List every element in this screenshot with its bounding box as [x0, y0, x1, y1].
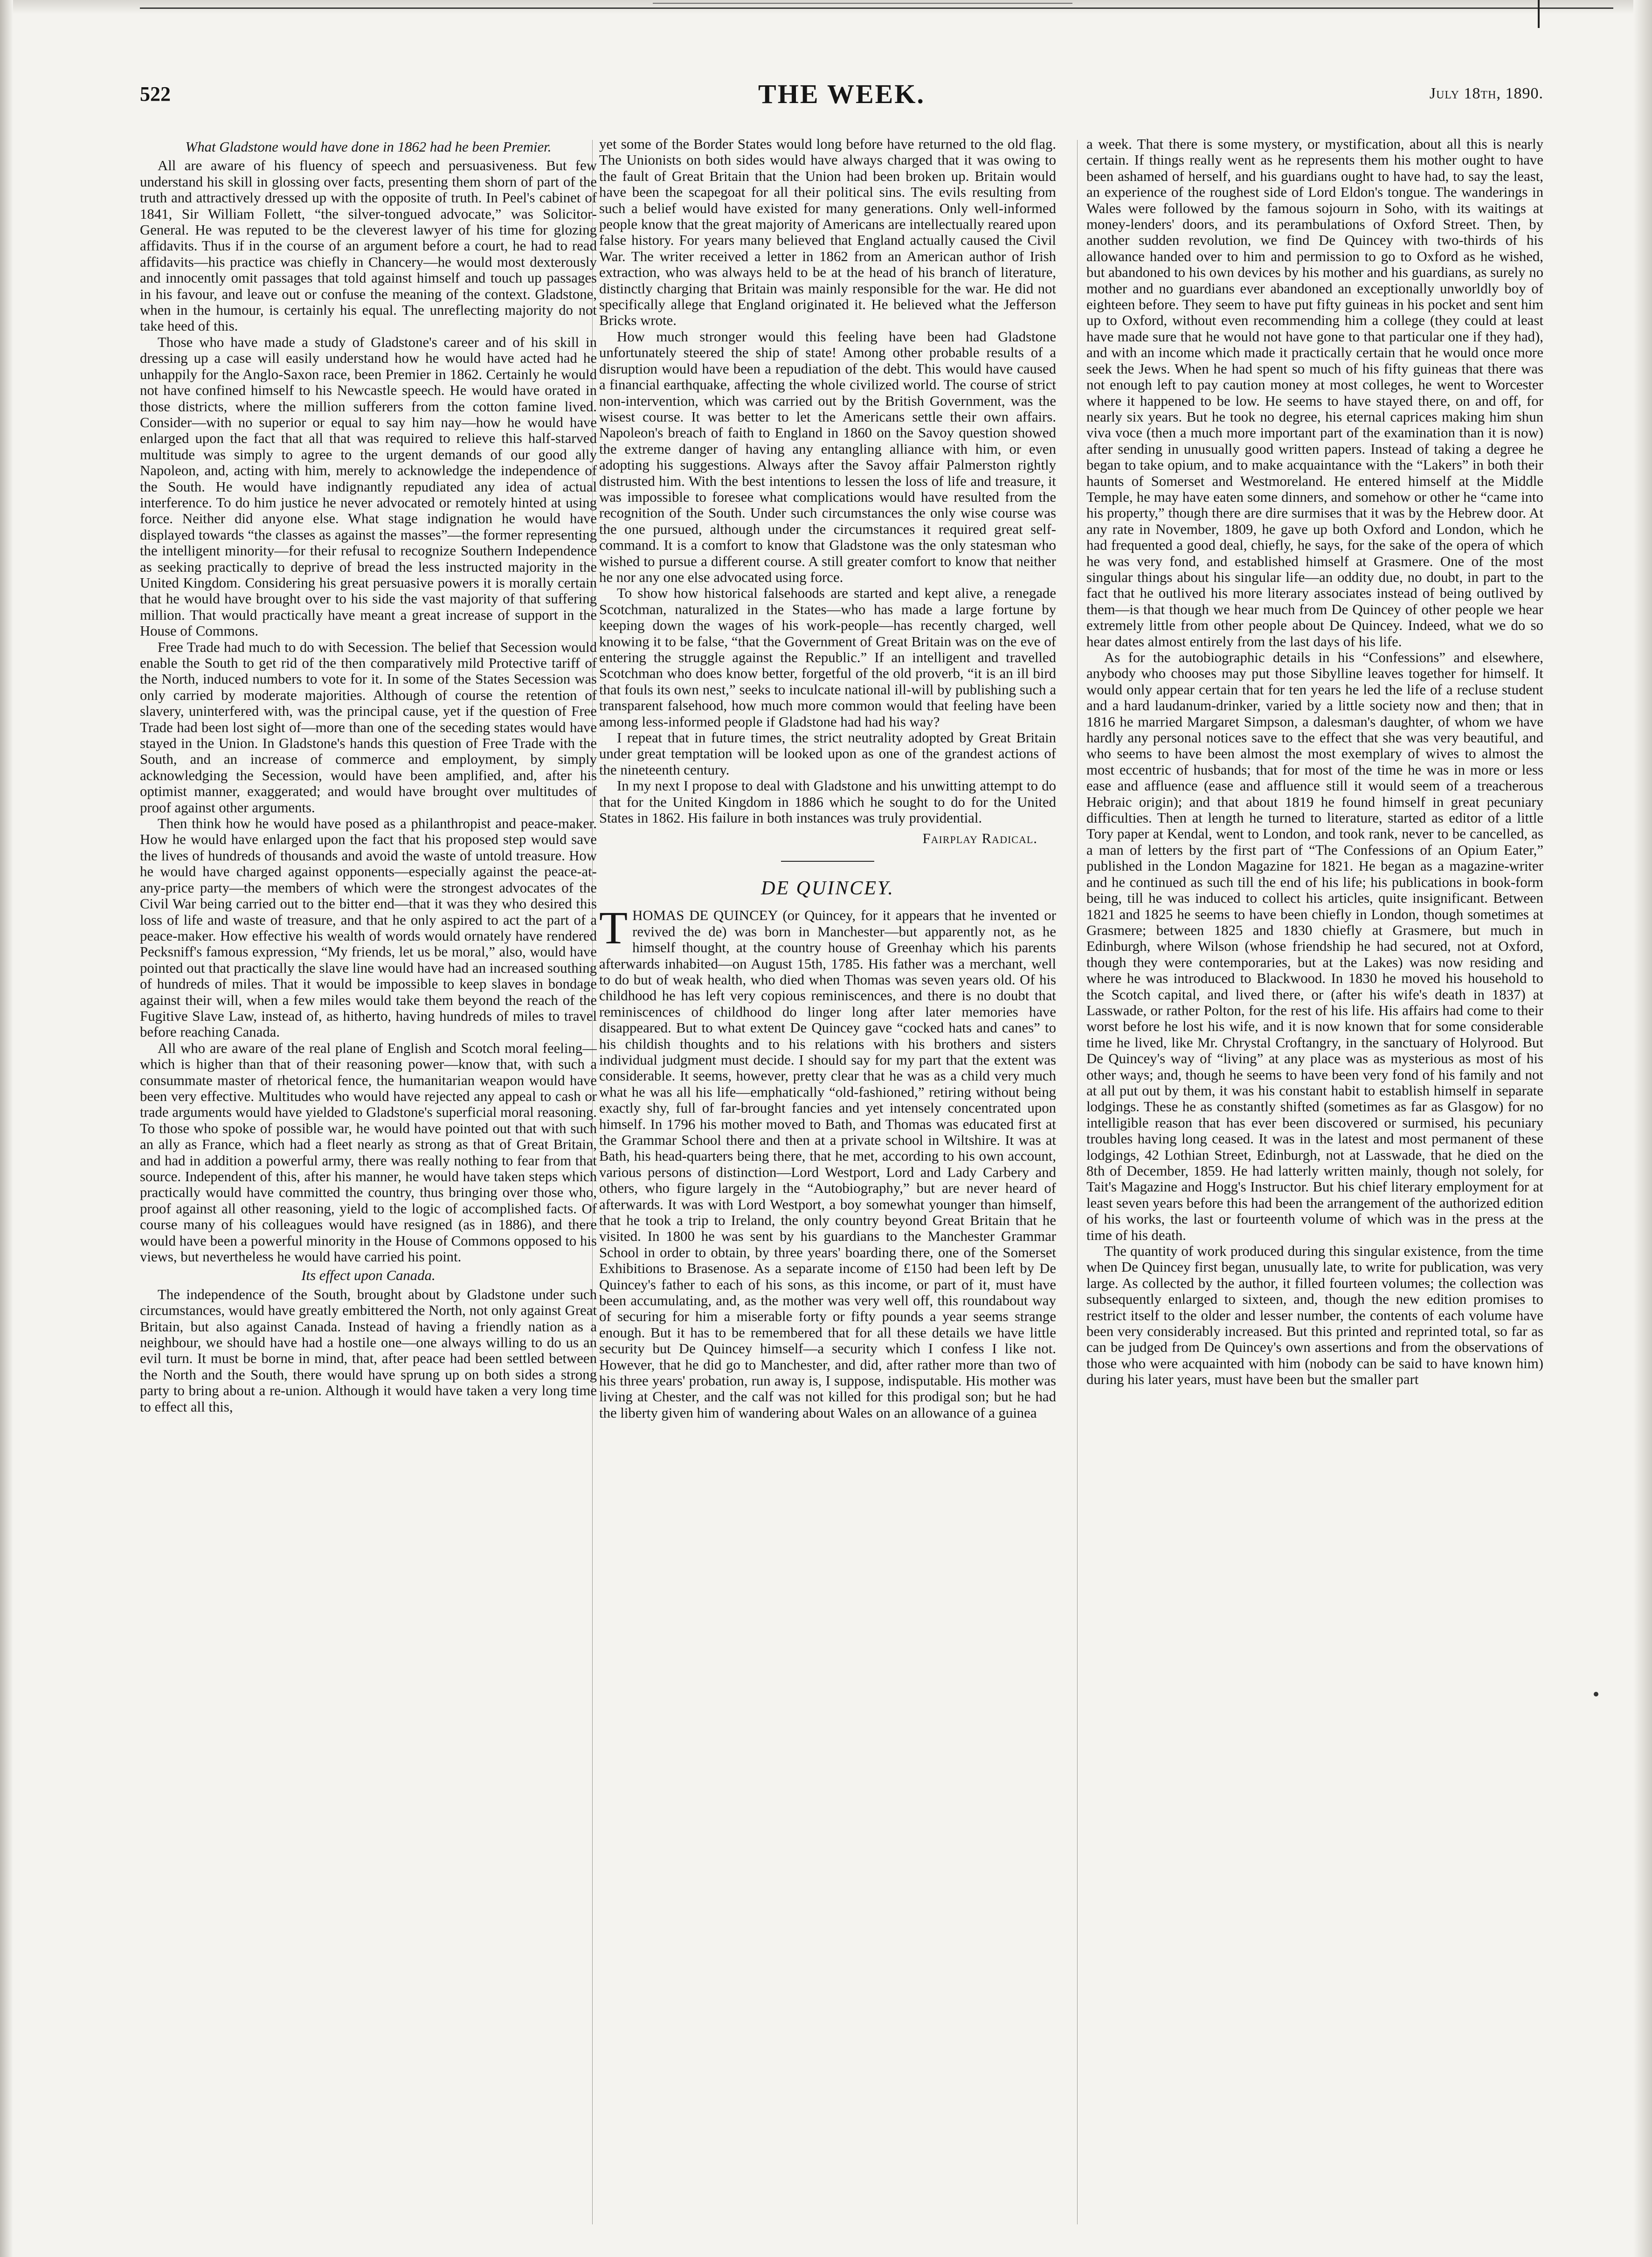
article-separator [781, 861, 874, 862]
column-divider [1077, 140, 1078, 2224]
journal-title: THE WEEK. [758, 79, 925, 109]
body-paragraph [599, 902, 1056, 1421]
body-paragraph: In my next I propose to deal with Gladstone and his unwitting attempt to do that for the United Kingdom in 1886 which he sought to do for the United States in 1862. His failure in both instances was truly providential. [599, 778, 1056, 826]
section-subhead: Its effect upon Canada. [301, 1267, 435, 1284]
binding-rule [140, 7, 1613, 9]
body-paragraph: a week. That there is some mystery, or mystification, about all this is nearly certain. If things really went as he represents them his mother ought to have been ashamed of herself, and his guardians ought to have had, to say the least, an experience of the roughest side of Lord Eldon's tongue. The wanderings in Wales were followed by the famous sojourn in Soho, with its waitings at money-lenders' doors, and its perambulations of Oxford Street. Then, by another sudden revolution, we find De Quincey with two-thirds of his allowance handed over to him and permission to go to Oxford as he wished, but abandoned to his own devices by his mother and his guardians, as surely no mother and no guardians ever abandoned an exceptionally unworldly boy of eighteen before. They seem to have put fifty guineas in his pocket and sent him up to Oxford, without even recommending him a college (they could at least have made sure that he would not have gone to that particular one if they had), and with an income which made it practically certain that he would once more seek the Jews. When he had spent so much of his fifty guineas that there was not enough left to pay caution money at most colleges, he went to Worcester where it happened to be low. He seems to have stayed there, on and off, for nearly six years. But he took no degree, his eternal caprices making him shun viva voce (then a much more important part of the examination than it is now) after sending in unusually good written papers. Instead of taking a degree he began to take opium, and to make acquaintance with the “Lakers” in both their haunts of Somerset and Westmoreland. He entered himself at the Middle Temple, he may have eaten some dinners, and somehow or other he “came into his property,” though there are dire surmises that it was by the Hebrew door. At any rate in November, 1809, he gave up both Oxford and London, which he had frequented a good deal, chiefly, he says, for the sake of the opera of which he was very fond, and established himself at Grasmere. One of the most singular things about his singular life—an oddity due, no doubt, in part to the fact that he outlived his more literary associates instead of being outlived by them—is that though we hear much from De Quincey of other people we hear extremely little from other people about De Quincey. Indeed, what we do so hear dates almost entirely from the last days of his life. [1086, 136, 1543, 650]
article-opening-text: HOMAS DE QUINCEY (or Quincey, for it appears that he invented or revived the de) was born in Manchester—but apparently not, as he himself thought, at the country house of Greenhay which his parents afterwards inhabited—on August 15th, 1785. His father was a merchant, well to do but of weak health, who died when Thomas was seven years old. Of his childhood he has left very copious reminiscences, and there is no doubt that reminiscences of childhood do linger long after later memories have disappeared. But to what extent De Quincey gave “cocked hats and canes” to his childish thoughts and to his relations with his brothers and sisters individual judgment must decide. I should say for my part that the extent was considerable. It seems, however, pretty clear that he was as a child very much what he was all his life—emphatically “old-fashioned,” retiring without being exactly shy, full of far-brought fancies and yet intensely concentrated upon himself. In 1796 his mother moved to Bath, and Thomas was educated first at the Grammar School there and then at a private school in Wiltshire. It was at Bath, his head-quarters being there, that he met, according to his own account, various persons of distinction—Lord Westport, Lord and Lady Carbery and others, who figure largely in the “Autobiography,” but are never heard of afterwards. It was with Lord Westport, a boy somewhat younger than himself, that he took a trip to Ireland, the only country beyond Great Britain that he visited. In 1800 he was sent by his guardians to the Manchester Grammar School in order to obtain, by three years' boarding there, one of the Somerset Exhibitions to Brasenose. As a separate income of £150 had been left by De Quincey's father to each of his sons, as this income, or part of it, must have been accumulating, and, as the mother was very well off, this roundabout way of securing for him a miserable forty or fifty pounds a year seems strange enough. But it has to be remembered that for all these details we have little security but De Quincey himself—a security which I confess I like not. However, that he did go to Manchester, and did, after rather more than two of his three years' probation, run away is, I suppose, indisputable. His mother was living at Chester, and the calf was not killed for this prodigal son; but he had the liberty given him of wandering about Wales on an allowance of a guinea [599, 907, 1056, 1421]
column-right [1086, 136, 1543, 2225]
scan-edge-right [1633, 0, 1652, 2257]
body-paragraph: Those who have made a study of Gladstone's career and of his skill in dressing up a case will easily understand how he would have acted had he unhappily for the Anglo-Saxon race, been Premier in 1862. Certainly he would not have confined himself to his Newcastle speech. He would have orated in those districts, where the million sufferers from the cotton famine lived. Consider—with no superior or equal to say him nay—how he would have enlarged upon the fact that all that was required to relieve this half-starved multitude was simply to agree to the urgent demands of our good ally Napoleon, and, acting with him, merely to acknowledge the independence of the South. He would have indignantly repudiated any idea of actual interference. To do him justice he never advocated or remotely hinted at using force. Neither did anyone else. What stage indignation he would have displayed towards “the classes as against the masses”—the former representing the intelligent minority—for their refusal to recognize Southern Independence as seeking practically to deprive of bread the less instructed majority in the United Kingdom. Considering his great persuasive powers it is morally certain that he would have brought over to his side the vast majority of that suffering million. That would practically have meant a great increase of support in the House of Commons. [140, 334, 597, 639]
body-paragraph: Then think how he would have posed as a philanthropist and peace-maker. How he would have enlarged upon the fact that his proposed step would save the lives of hundreds of thousands and avoid the waste of untold treasure. How he would have charged against opponents—especially against the peace-at-any-price party—the members of which were the strongest advocates of the Civil War being carried out to the bitter end—that it was they who desired this loss of life and waste of treasure, and that he only aspired to act the part of a peace-maker. How effective his wealth of words would ornately have rendered Pecksniff's famous expression, “My friends, let us be moral,” also, would have pointed out that practically the slave line would have had an increased southing of hundreds of miles. That it would be impossible to keep slaves in bondage against their will, when a few miles would take them beyond the reach of the Fugitive Slave Law, instead of, as hitherto, having hundreds of miles to travel before reaching Canada. [140, 816, 597, 1040]
article-title: DE QUINCEY. [761, 877, 894, 899]
scan-edge-top [0, 0, 1652, 14]
body-paragraph: Free Trade had much to do with Secession. The belief that Secession would enable the South to get rid of the then comparatively mild Protective tariff of the North, induced numbers to vote for it. In some of the States Secession was only carried by moderate majorities. Although of course the retention of slavery, uninterfered with, was the principal cause, yet if the question of Free Trade had been lost sight of—more than one of the seceding states would have stayed in the Union. In Gladstone's hands this question of Free Trade with the South, and an increase of commerce and employment, by simply acknowledging the Secession, would have been amplified, and, after his optimist manner, exaggerated; and would have brought over multitudes of proof against other arguments. [140, 639, 597, 816]
column-left [140, 136, 597, 2225]
body-paragraph: The independence of the South, brought about by Gladstone under such circumstances, would have greatly embittered the North, not only against Great Britain, but also against Canada. Instead of having a friendly nation as a neighbour, we should have had a hostile one—one always willing to do us an evil turn. It must be borne in mind, that, after peace had been settled between the North and the South, there would have sprung up on both sides a strong party to bring about a re-union. Although it would have taken a very long time to effect all this, [140, 1286, 597, 1415]
body-paragraph: yet some of the Border States would long before have returned to the old flag. The Unionists on both sides would have always charged that it was owing to the fault of Great Britain that the Union had been broken up. Britain would have been the scapegoat for all their political sins. The evils resulting from such a belief would have existed for many generations. Only well-informed people know that the great majority of Americans are intellectually reared upon false history. For years many believed that England actually caused the Civil War. The writer received a letter in 1862 from an American author of Irish extraction, who was always held to be at the head of his branch of literature, distinctly charging that Britain was mainly responsible for the war. He did not specifically allege that England originated it. He believed what the Jefferson Bricks wrote. [599, 136, 1056, 329]
body-paragraph: I repeat that in future times, the strict neutrality adopted by Great Britain under great temptation will be looked upon as one of the grandest actions of the nineteenth century. [599, 730, 1056, 778]
body-paragraph: As for the autobiographic details in his “Confessions” and elsewhere, anybody who chooses may put those Sibylline leaves together for himself. It would only appear certain that for ten years he led the life of a recluse student and a hard laudanum-drinker, varied by a little society now and then; that in 1816 he married Margaret Simpson, a dalesman's daughter, of whom we have hardly any personal notices save to the effect that she was very beautiful, and who seems to have been almost the most exemplary of wives to almost the most eccentric of husbands; that for most of the time he was in more or less ease and affluence (ease and affluence still it would seem of a treacherous Hebraic origin); and that about 1819 he found himself in great pecuniary difficulties. Then at length he turned to literature, started as editor of a little Tory paper at Kendal, went to London, and took rank, never to be cancelled, as a man of letters by the first part of “The Confessions of an Opium Eater,” published in the London Magazine for 1821. He began as a magazine-writer and he continued as such till the end of his life; his publications in book-form being, till he was induced to collect his articles, quite insignificant. Between 1821 and 1825 he seems to have been chiefly in London, though sometimes at Grasmere; between 1825 and 1830 chiefly at Grasmere, but much in Edinburgh, where Wilson (whose friendship he had secured, not at Oxford, though they were contemporaries, but at the Lakes) was now residing and where he was introduced to Blackwood. In 1830 he moved his household to the Scotch capital, and lived there, or (after his wife's death in 1837) at Lasswade, or rather Polton, for the rest of his life. His affairs had come to their worst before he lost his wife, and it is now known that for some considerable time he lived, like Mr. Chrystal Croftangry, in the sanctuary of Holyrood. But De Quincey's way of “living” at any place was as mysterious as most of his other ways; and, though he seems to have been very fond of his family and not at all put out by them, it was his constant habit to establish himself in separate lodgings. These he as constantly shifted (sometimes as far as Glasgow) for no intelligible reason that has ever been discovered or surmised, his pecuniary troubles having long ceased. It was in the latest and most permanent of these lodgings, 42 Lothian Street, Edinburgh, not at Lasswade, that he died on the 8th of December, 1859. He had latterly written mainly, though not solely, for Tait's Magazine and Hogg's Instructor. But his chief literary employment for at least seven years before this had been the arrangement of the authorized edition of his works, the last or fourteenth volume of which was in the press at the time of his death. [1086, 650, 1543, 1243]
binding-rule-secondary [653, 3, 1072, 4]
author-signature: Fairplay Radical. [922, 831, 1037, 847]
corner-mark [1538, 0, 1540, 28]
body-paragraph: How much stronger would this feeling have been had Gladstone unfortunately steered the ship of state! Among other probable results of a disruption would have been a repudiation of the debt. This would have caused a financial earthquake, affecting the whole civilized world. The course of strict non-intervention, which was carried out by the British Government, was the wisest course. It was better to let the Americans settle their own affairs. Napoleon's breach of faith to England in 1860 on the Savoy question showed the extreme danger of having any entangling alliance with him, or even adopting his suggestions. Always after the Savoy affair Palmerston rightly distrusted him. With the best intentions to lessen the loss of life and treasure, it was impossible to foresee what complications would have resulted from the recognition of the South. Under such circumstances the only wise course was the one pursued, although under the circumstances it required great self-command. It is a comfort to know that Gladstone was the only statesman who wished to pursue a different course. A still greater comfort to know that neither he nor any one else advocated using force. [599, 328, 1056, 585]
scan-edge-left [0, 0, 13, 2257]
section-subhead: What Gladstone would have done in 1862 had he been Premier. [185, 139, 552, 155]
issue-date: July 18th, 1890. [1429, 85, 1543, 102]
masthead [140, 79, 1543, 119]
drop-cap: T [599, 902, 628, 954]
ink-speck [1594, 1692, 1598, 1696]
column-middle [599, 136, 1056, 2225]
body-paragraph: To show how historical falsehoods are started and kept alive, a renegade Scotchman, naturalized in the States—who has made a large fortune by keeping down the wages of his work-people—has recently charged, well knowing it to be false, “that the Government of Great Britain was on the eve of entering the struggle against the Republic.” If an intelligent and travelled Scotchman who does know better, forgetful of the old proverb, “it is an ill bird that fouls its own nest,” seeks to inculcate national ill-will by publishing such a transparent falsehood, how much more common would that feeling have been among less-informed people if Gladstone had had his way? [599, 585, 1056, 730]
body-paragraph: All are aware of his fluency of speech and persuasiveness. But few understand his skill in glossing over facts, presenting them shorn of part of the truth and attractively dressed up with the opposite of truth. In Peel's cabinet of 1841, Sir William Follett, “the silver-tongued advocate,” was Solicitor-General. He was reputed to be the cleverest lawyer of his time for glozing affidavits. Thus if in the course of an argument before a court, he had to read affidavits—his practice was chiefly in Chancery—he would most dexterously and innocently omit passages that told against himself and touch up passages in his favour, and leave out or confuse the meaning of the context. Gladstone, when in the humour, is certainly his equal. The unreflecting majority do not take heed of this. [140, 158, 597, 334]
body-paragraph: The quantity of work produced during this singular existence, from the time when De Quincey first began, unusually late, to write for publication, was very large. As collected by the author, it filled fourteen volumes; the collection was subsequently enlarged to sixteen, and, though the new edition promises to restrict itself to the older and lesser number, the contents of each volume have been very considerably increased. But this printed and reprinted total, so far as can be judged from De Quincey's own assertions and from the observations of those who were acquainted with him (nobody can be said to have known him) during his later years, must have been but the smaller part [1086, 1243, 1543, 1388]
body-paragraph: All who are aware of the real plane of English and Scotch moral feeling—which is higher than that of their reasoning power—know that, with such a consummate master of rhetorical fence, the humanitarian weapon would have been very effective. Multitudes who would have rejected any appeal to cash or trade arguments would have yielded to Gladstone's superficial moral reasoning. To those who spoke of possible war, he would have pointed out that with such an ally as France, which had a fleet nearly as strong as that of Great Britain, and had in addition a powerful army, there was really nothing to fear from that source. Independent of this, after his manner, he would have taken steps which practically would have committed the country, thus bringing over those who, proof against all other reasoning, yield to the logic of accomplished facts. Of course many of his colleagues would have resigned (as in 1886), and there would have been a powerful minority in the House of Commons opposed to his views, but nevertheless he would have carried his point. [140, 1040, 597, 1265]
page-number: 522 [140, 83, 171, 105]
